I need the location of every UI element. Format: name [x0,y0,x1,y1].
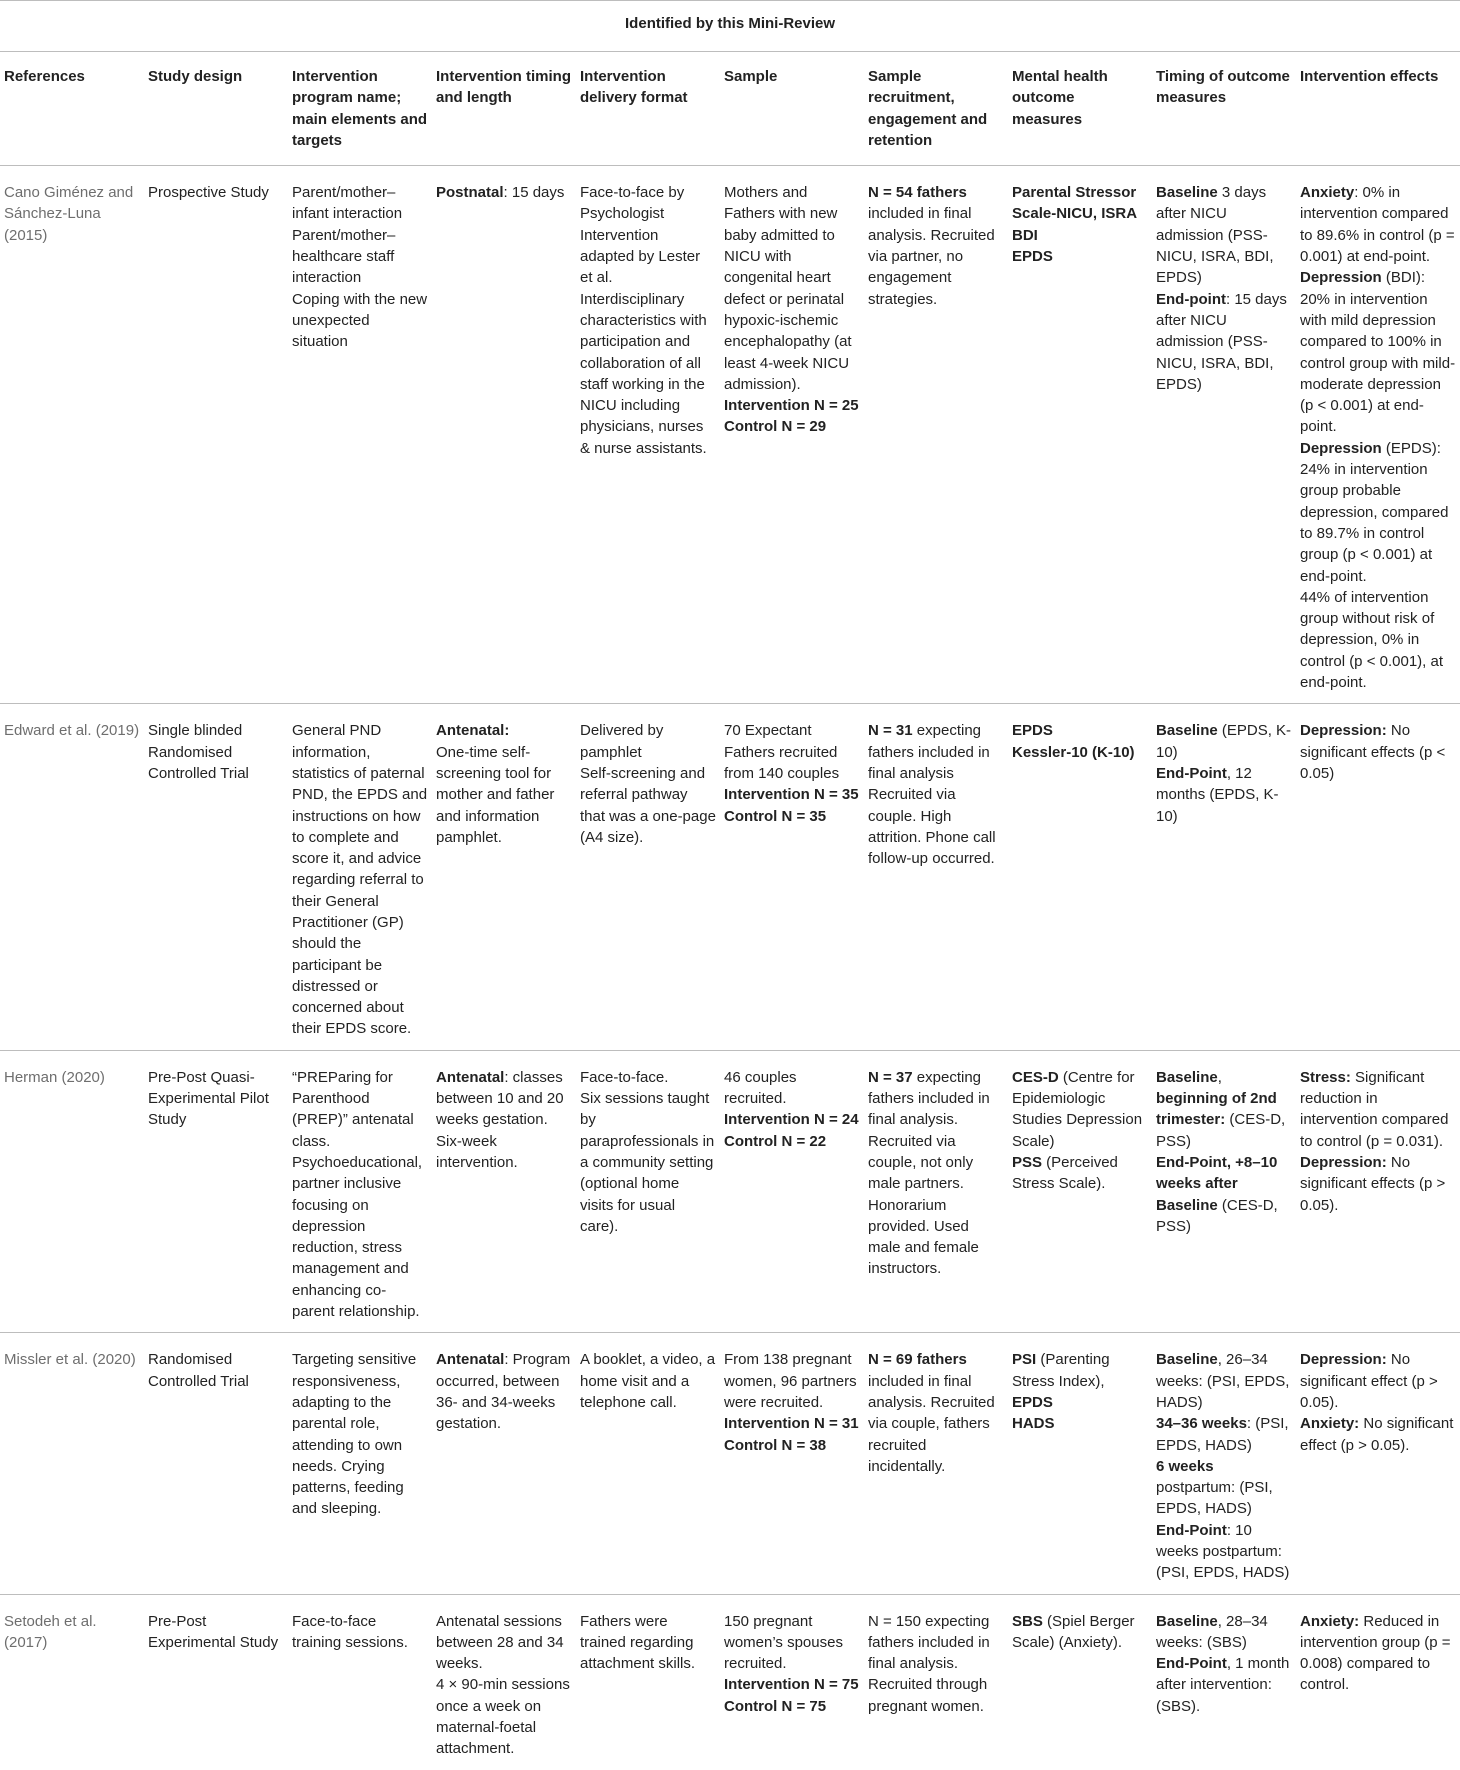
effect-label: Depression [1300,439,1382,457]
delivery-line: Face-to-face. [580,1068,669,1086]
sample-control: Control N = 22 [724,1132,827,1150]
study-design-cell: Pre-Post Experimental Study [148,1612,279,1651]
outcome-description: (Spiel Berger Scale) (Anxiety). [1012,1612,1135,1651]
table-header-row [0,52,1460,166]
header-outcome: Mental health outcome measures [1008,52,1152,166]
sample-intervention-control: Intervention N = 31 Control N = 38 [724,1415,859,1454]
recruitment-text: expecting fathers included in final analysis. Recruited via couple, not only male partners. Honorarium provided. Used male and female instructors. [868,1068,990,1278]
effect-label: Anxiety: [1300,1612,1360,1630]
timing-baseline-text: (CES-D, PSS) [1156,1111,1286,1150]
timing-midpoint-label: 34–36 weeks [1156,1415,1247,1433]
timing-text: : classes between 10 and 20 weeks gestation. [436,1068,564,1129]
timing-baseline-text: , [1217,1068,1222,1086]
outcome-measure: EPDS [1012,722,1053,740]
effect-label: Depression: [1300,722,1387,740]
sample-cell [720,1050,864,1333]
sample-text: From 138 pregnant women, 96 partners were recruited. [724,1351,857,1411]
timing-cell [432,166,576,704]
effect-label: Anxiety [1300,184,1355,202]
effect-label: Depression: [1300,1351,1387,1369]
timing-label: Antenatal [436,1351,505,1369]
sample-intervention: Intervention N = 25 [724,397,859,415]
timing-text: 4 × 90-min sessions once a week on maternal-foetal attachment. [436,1676,570,1758]
effect-text: Significant reduction in intervention compared to control (p = 0.031). [1300,1068,1449,1150]
program-cell [288,1050,432,1333]
sample-cell [720,1333,864,1594]
timing-baseline-label: Baseline [1156,1068,1218,1086]
outcome-description: (Centre for Epidemiologic Studies Depression Scale) [1012,1068,1143,1150]
sample-control: Control N = 29 [724,418,827,436]
timing-cell [432,1594,576,1770]
timing-cell [432,1050,576,1333]
timing-baseline-text: , 26–34 weeks: (PSI, EPDS, HADS) [1156,1351,1290,1411]
recruitment-cell [864,1333,1008,1594]
effect-text: No significant effects (p < 0.05) [1300,722,1446,782]
sample-text: Mothers and Fathers with new baby admitted to NICU with congenital heart defect or perinatal hypoxic-ischemic encephalopathy (at least 4-week NICU admission). [724,184,852,393]
timing-baseline-text: (EPDS, K-10) [1156,722,1292,761]
timing-baseline-text: 3 days after NICU admission (PSS-NICU, ISRA, BDI, EPDS) [1156,184,1274,287]
sample-intervention: Intervention N = 24 [724,1111,859,1129]
program-cell [288,166,432,704]
effect-label: Depression: [1300,1153,1387,1171]
header-timing-outcome: Timing of outcome measures [1152,52,1296,166]
outcome-measure: SBS [1012,1612,1043,1630]
timing-endpoint-text: (CES-D, PSS) [1156,1196,1278,1235]
sample-text: 70 Expectant Fathers recruited from 140 couples [724,722,840,782]
delivery-cell: Fathers were trained regarding attachment skills. [580,1612,696,1673]
timing-endpoint-label: End-Point [1156,1655,1227,1673]
table-row [0,1333,1460,1594]
outcome-measure: PSI [1012,1351,1037,1369]
timing-label: Antenatal [436,1068,505,1086]
timing-endpoint-text: : 10 weeks postpartum: (PSI, EPDS, HADS) [1156,1521,1290,1582]
outcome-description: (Parenting Stress Index), [1012,1351,1110,1390]
delivery-line: Six sessions taught by paraprofessionals in a community setting (optional home visits for usual care). [580,1090,715,1235]
sample-control: Control N = 75 [724,1697,827,1715]
recruitment-cell [864,1050,1008,1333]
timing-outcome-cell [1152,1594,1296,1770]
program-line: Parent/mother–infant interaction [292,184,403,223]
outcome-measure: BDI [1012,226,1038,244]
outcome-cell [1008,166,1152,704]
timing-baseline-label: Baseline [1156,722,1218,740]
delivery-line: Self-screening and referral pathway that was a one-page (A4 size). [580,764,716,846]
header-study-design: Study design [144,52,288,166]
sample-text: 150 pregnant women’s spouses recruited. [724,1612,843,1673]
outcome-measure: HADS [1012,1415,1055,1433]
recruitment-n: N = 54 fathers [868,184,967,202]
timing-text: Six-week intervention. [436,1132,518,1171]
timing-outcome-cell [1152,1333,1296,1594]
outcome-cell [1008,1333,1152,1594]
header-references: References [0,52,144,166]
timing-label: Antenatal: [436,722,510,740]
sample-text: 46 couples recruited. [724,1068,797,1108]
timing-endpoint-text: : 15 days after NICU admission (PSS-NICU, ISRA, BDI, EPDS) [1156,290,1287,393]
effect-label: Stress: [1300,1068,1351,1086]
outcome-cell [1008,704,1152,1050]
effect-text: No significant effect (p > 0.05). [1300,1351,1438,1411]
delivery-cell: A booklet, a video, a home visit and a telephone call. [576,1333,720,1594]
reference-link[interactable]: Missler et al. (2020) [0,1333,144,1594]
timing-endpoint-label: End-point [1156,290,1226,308]
timing-outcome-cell [1152,166,1296,704]
outcome-measure: EPDS [1012,1393,1053,1411]
recruitment-cell [864,704,1008,1050]
timing-outcome-cell [1152,704,1296,1050]
timing-baseline-label: beginning of 2nd trimester: [1156,1090,1277,1129]
timing-label: Postnatal [436,184,504,202]
study-design-cell: Prospective Study [144,166,288,704]
recruitment-text: included in final analysis. Recruited via couple, fathers recruited incidentally. [868,1372,995,1475]
effect-text: Reduced in intervention group (p = 0.008) compared to control. [1300,1612,1451,1694]
timing-postpartum-text: postpartum: (PSI, EPDS, HADS) [1156,1479,1273,1518]
effect-text: No significant effects (p > 0.05). [1300,1153,1446,1214]
program-cell: Targeting sensitive responsiveness, adapting to the parental role, attending to own needs. Crying patterns, feeding and sleeping. [288,1333,432,1594]
timing-baseline-label: Baseline [1156,1612,1218,1630]
timing-text: : 15 days [503,184,565,202]
effect-text: (EPDS): 24% in intervention group probable depression, compared to 89.7% in control group (p < 0.001) at end-point. [1300,439,1449,585]
delivery-cell [576,704,720,1050]
recruitment-n: N = 31 [868,722,913,740]
outcome-measure: EPDS [1012,248,1053,266]
header-delivery: Intervention delivery format [576,52,720,166]
outcome-cell [1008,1050,1152,1333]
sample-cell [720,704,864,1050]
program-cell: Face-to-face training sessions. [292,1612,408,1651]
timing-postpartum-label: 6 weeks [1156,1457,1214,1475]
outcome-measure: CES-D [1012,1068,1059,1086]
delivery-cell [576,1050,720,1333]
reference-link[interactable]: Setodeh et al. (2017) [4,1612,97,1651]
header-recruitment: Sample recruitment, engagement and retention [864,52,1008,166]
program-line: “PREParing for Parenthood (PREP)” antenatal class. [292,1068,414,1150]
study-design-cell: Single blinded Randomised Controlled Trial [144,704,288,1050]
recruitment-n: N = 37 [868,1068,913,1086]
header-sample: Sample [720,52,864,166]
effects-cell [1296,704,1460,1050]
effect-text: (BDI): 20% in intervention with mild depression compared to 100% in control group with mild-moderate depression (p < 0.001) at end-point. [1300,269,1456,436]
recruitment-n: N = 69 fathers [868,1351,967,1369]
table-row [0,1594,1460,1770]
timing-cell [432,1333,576,1594]
timing-endpoint-text: , 12 months (EPDS, K-10) [1156,764,1279,825]
table-row [0,166,1460,704]
outcome-measure: Kessler-10 (K-10) [1012,743,1135,761]
timing-baseline-label: Baseline [1156,1351,1218,1369]
delivery-line: Face-to-face by Psychologist [580,184,685,223]
delivery-line: Interdisciplinary characteristics with participation and collaboration of all staff working in the NICU including physicians, nurses & nurse assistants. [580,290,707,457]
sample-intervention: Intervention N = 75 [724,1676,859,1694]
timing-baseline-text: , 28–34 weeks: (SBS) [1156,1612,1268,1651]
header-effects: Intervention effects [1296,52,1460,166]
effect-label: Depression [1300,269,1382,287]
effect-label: Anxiety: [1300,1415,1360,1433]
effect-text: : 0% in intervention compared to 89.6% in control (p = 0.001) at end-point. [1300,184,1455,266]
outcome-measure: Parental Stressor Scale-NICU, ISRA [1012,184,1138,223]
program-cell: General PND information, statistics of paternal PND, the EPDS and instructions on how to complete and score it, and advice regarding referral to their General Practitioner (GP) should the participant be distressed or concerned about their EPDS score. [288,704,432,1050]
timing-midpoint-text: : (PSI, EPDS, HADS) [1156,1415,1289,1454]
timing-cell [432,704,576,1050]
timing-endpoint-label: End-Point [1156,1521,1227,1539]
effects-cell [1296,1333,1460,1594]
recruitment-cell: N = 150 expecting fathers included in final analysis. Recruited through pregnant women. [868,1612,990,1715]
recruitment-cell [864,166,1008,704]
recruitment-text: included in final analysis. Recruited via partner, no engagement strategies. [868,205,995,308]
timing-text: : Program occurred, between 36- and 34-weeks gestation. [436,1351,571,1433]
table-title-row [0,1,1460,52]
timing-outcome-cell [1152,1050,1296,1333]
timing-baseline-label: Baseline [1156,184,1218,202]
delivery-cell [576,166,720,704]
table-title: Identified by this Mini-Review [0,1,1460,52]
outcome-measure: PSS [1012,1153,1043,1171]
reference-link[interactable]: Herman (2020) [0,1050,144,1333]
effect-text: 44% of intervention group without risk of depression, 0% in control (p < 0.001), at end-point. [1300,588,1443,692]
table-row [0,704,1460,1050]
reference-link[interactable]: Cano Giménez and Sánchez-Luna (2015) [0,166,144,704]
delivery-line: Intervention adapted by Lester et al. [580,226,701,287]
timing-endpoint-label: End-Point, +8–10 weeks after Baseline [1156,1153,1278,1214]
table-row [0,1050,1460,1333]
timing-endpoint-text: , 1 month after intervention: (SBS). [1156,1655,1290,1715]
study-design-cell: Randomised Controlled Trial [144,1333,288,1594]
sample-cell [720,1594,864,1770]
header-program: Intervention program name; main elements and targets [288,52,432,166]
program-line: Parent/mother–healthcare staff interaction [292,226,396,287]
outcome-description: (Perceived Stress Scale). [1012,1153,1118,1193]
timing-endpoint-label: End-Point [1156,764,1227,782]
effects-cell [1296,1050,1460,1333]
reference-link[interactable]: Edward et al. (2019) [0,704,144,1050]
program-line: Coping with the new unexpected situation [292,290,428,351]
recruitment-text: expecting fathers included in final analysis Recruited via couple. High attrition. Phone call follow-up occurred. [868,722,996,868]
header-timing: Intervention timing and length [432,52,576,166]
outcome-cell [1008,1594,1152,1770]
effects-cell [1296,166,1460,704]
effect-text: No significant effect (p > 0.05). [1300,1415,1454,1454]
study-design-cell: Pre-Post Quasi-Experimental Pilot Study [144,1050,288,1333]
sample-control: Control N = 35 [724,807,827,825]
sample-cell [720,166,864,704]
timing-text: One-time self-screening tool for mother and father and information pamphlet. [436,743,555,846]
program-line: Psychoeducational, partner inclusive focusing on depression reduction, stress management and enhancing co-parent relationship. [292,1153,423,1321]
delivery-line: Delivered by pamphlet [580,722,664,761]
timing-text: Antenatal sessions between 28 and 34 weeks. [436,1612,564,1673]
effects-cell [1296,1594,1460,1770]
sample-intervention: Intervention N = 35 [724,786,859,804]
